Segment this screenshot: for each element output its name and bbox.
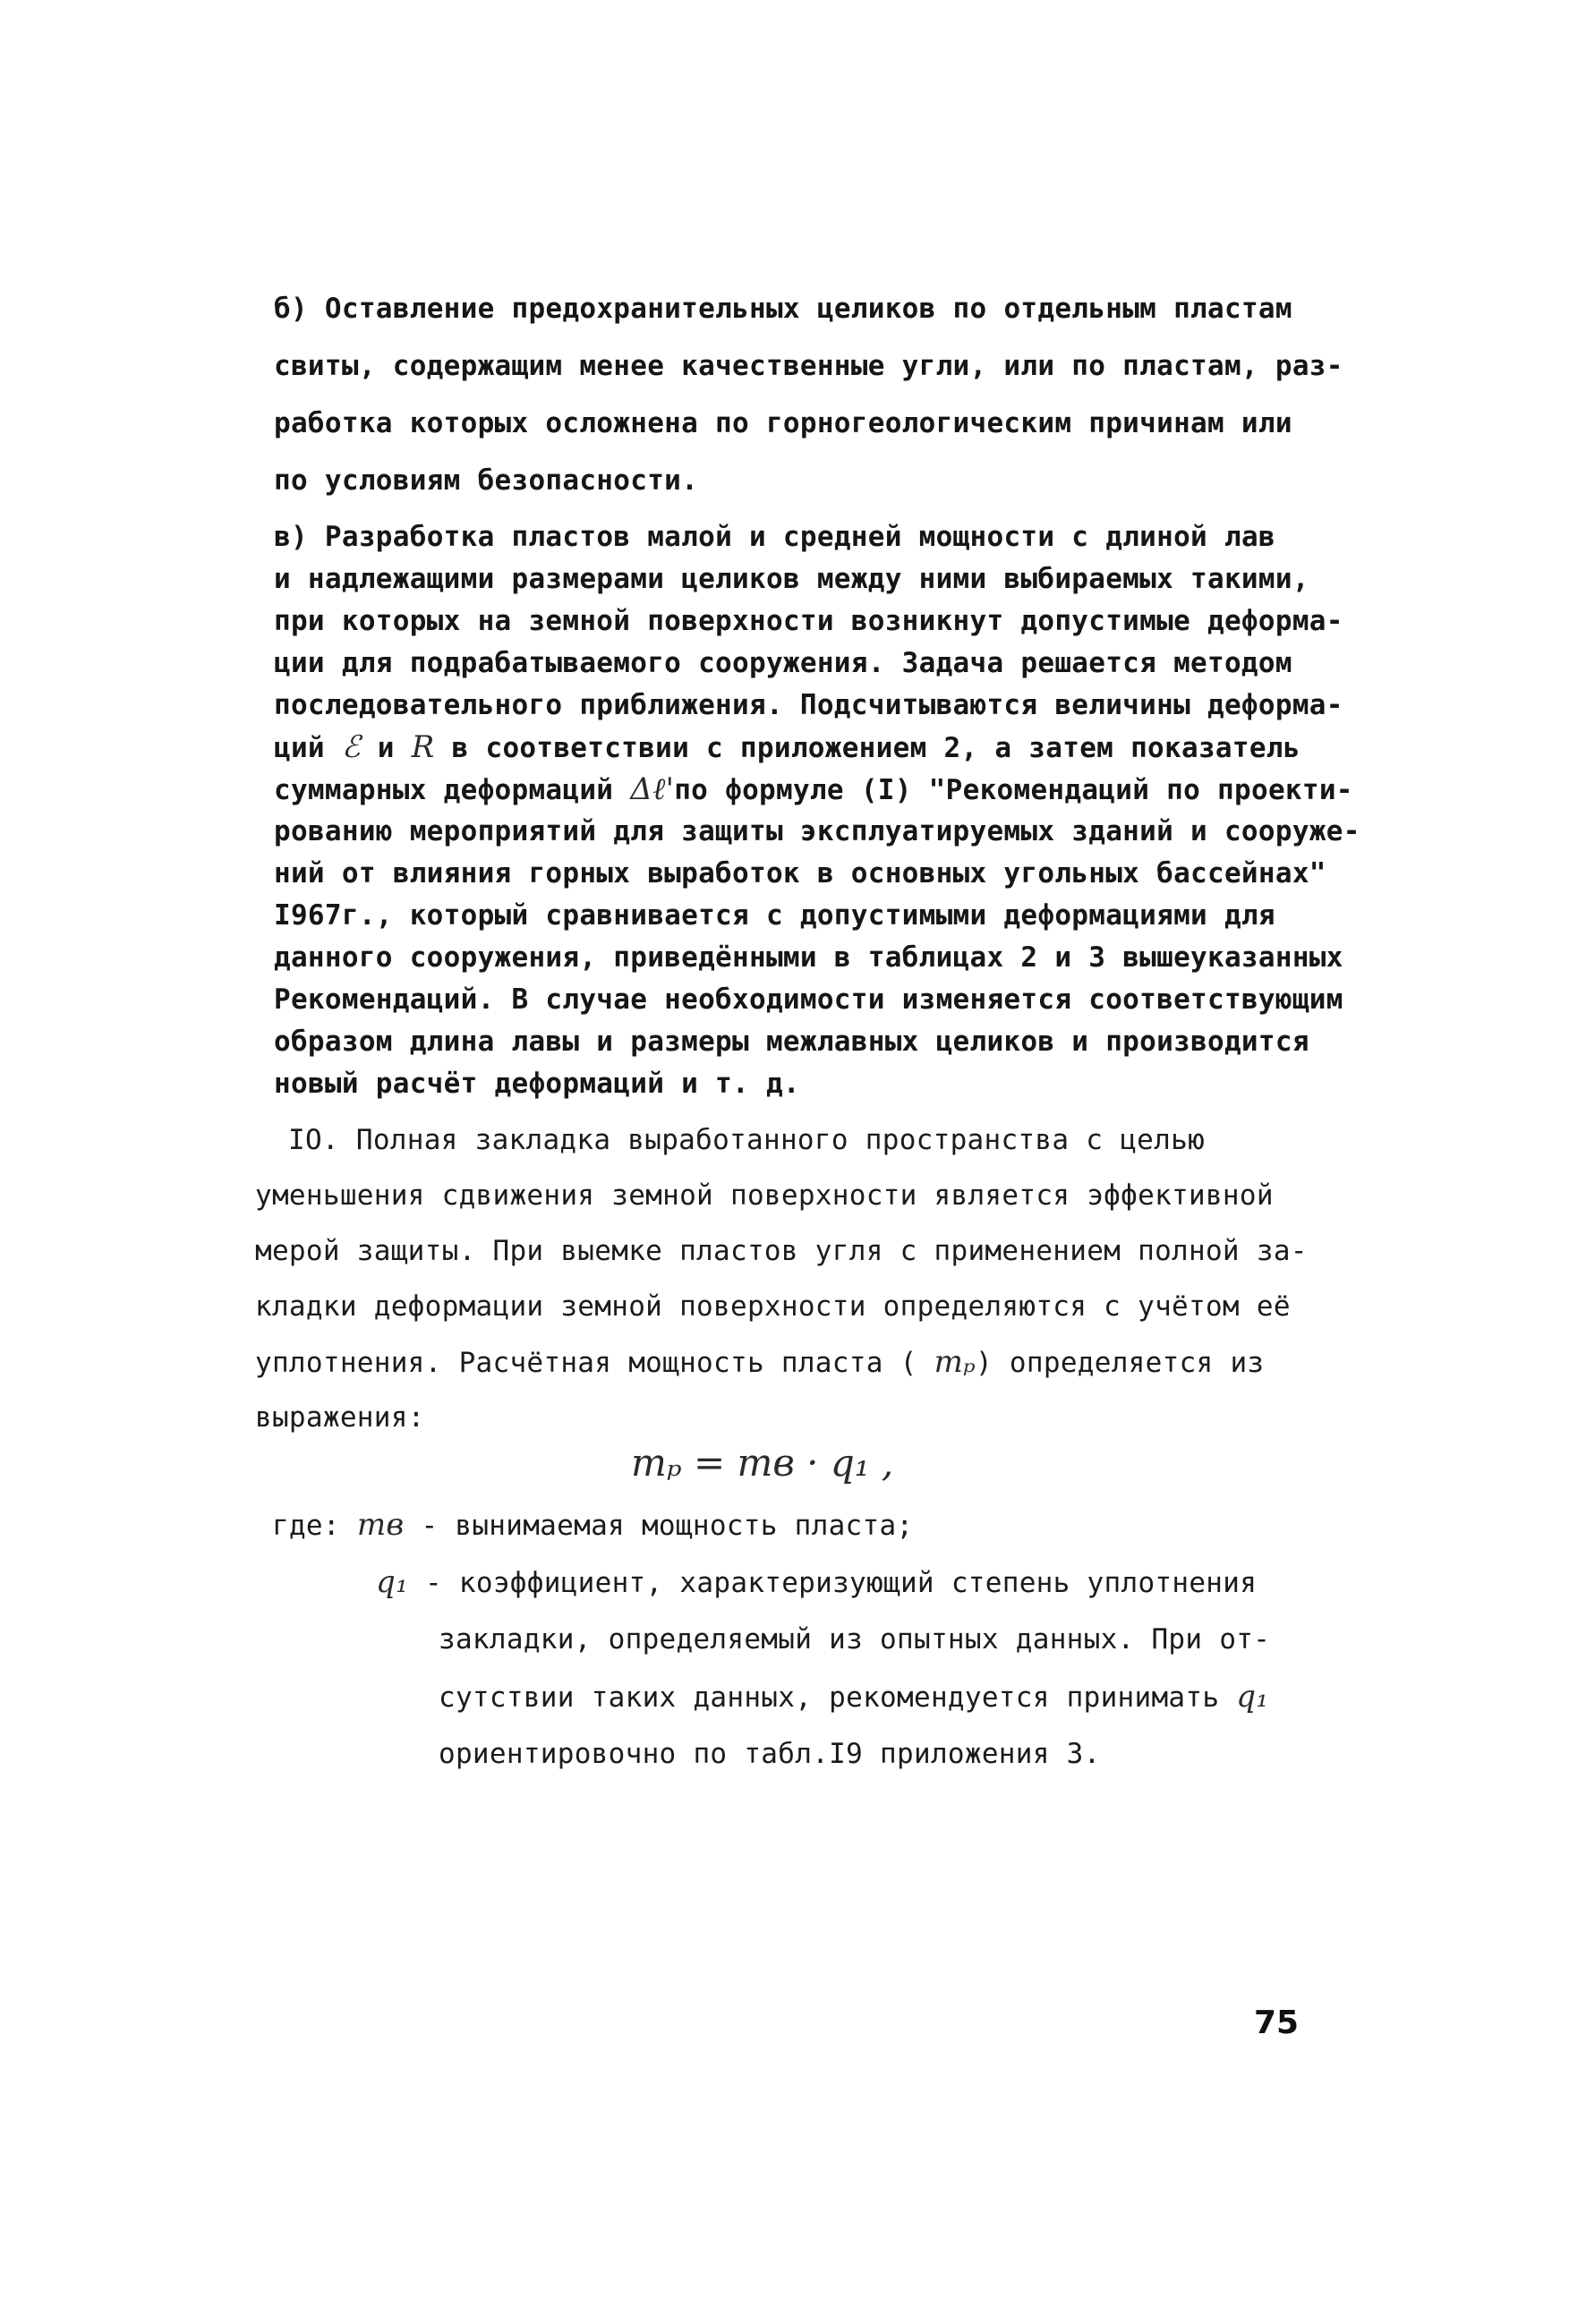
r-symbol: R xyxy=(411,729,435,765)
section-v-line-14: новый расчёт деформаций и т. д. xyxy=(274,1068,800,1100)
section-v-line-8: рованию мероприятий для защиты эксплуатируемых зданий и сооруже- xyxy=(274,815,1360,847)
section-v-line-12: Рекомендаций. В случае необходимости изменяется соответствующим xyxy=(274,983,1343,1016)
section-v-line-2: и надлежащими размерами целиков между ними выбираемых такими, xyxy=(274,563,1309,595)
section-v-line-9: ний от влияния горных выработок в основных угольных бассейнах" xyxy=(274,857,1326,890)
section-v-line-3: при которых на земной поверхности возникнут допустимые деформа- xyxy=(274,605,1343,637)
mv-symbol: mв xyxy=(356,1507,405,1543)
section-10-line-3: мерой защиты. При выемке пластов угля с применением полной за- xyxy=(255,1235,1308,1267)
section-b-line-3: работка которых осложнена по горногеологическим причинам или xyxy=(274,407,1292,439)
section-b-line-1 xyxy=(274,291,1292,327)
definition-q-line-4: ориентировочно по табл.I9 приложения 3. xyxy=(439,1738,1101,1770)
definition-q-line-1 xyxy=(376,1564,1257,1601)
section-b-marker: б) xyxy=(274,293,308,325)
epsilon-symbol: ℰ xyxy=(341,729,361,765)
section-v-line-6 xyxy=(274,729,1300,766)
section-v-line-7 xyxy=(274,771,1353,808)
section-10-line-6: выражения: xyxy=(255,1401,425,1434)
q-description-1: - коэффициент, характеризующий степень уплотнения xyxy=(424,1567,1258,1599)
q-symbol-inline: q₁ xyxy=(1236,1679,1269,1715)
section-b-text-1: Оставление предохранительных целиков по отдельным пластам xyxy=(324,293,1292,325)
formula-mp: mₚ = mв · q₁ , xyxy=(631,1441,894,1485)
section-10-line-5-a: уплотнения. Расчётная мощность пласта ( xyxy=(255,1347,917,1379)
section-v-line-6-b: и xyxy=(377,732,395,764)
section-v-line-7-b: по формуле (I) "Рекомендаций по проекти- xyxy=(674,774,1353,806)
section-v-text-1: Разработка пластов малой и средней мощности с длиной лав xyxy=(324,521,1275,553)
section-10-line-1: IО. Полная закладка выработанного пространства с целью xyxy=(288,1124,1206,1156)
section-v-line-13: образом длина лавы и размеры межлавных целиков и производится xyxy=(274,1026,1309,1058)
where-label: где: xyxy=(272,1510,340,1542)
section-b-line-4: по условиям безопасности. xyxy=(274,464,699,497)
section-10-line-2: уменьшения сдвижения земной поверхности является эффективной xyxy=(255,1179,1274,1212)
section-v-line-6-a: ций xyxy=(274,732,325,764)
page-number: 75 xyxy=(1254,2005,1300,2041)
mp-symbol: mₚ xyxy=(934,1344,976,1380)
section-v-line-11: данного сооружения, приведёнными в таблицах 2 и 3 вышеуказанных xyxy=(274,941,1343,974)
section-10-line-5 xyxy=(255,1344,1264,1381)
definition-q-line-3 xyxy=(439,1679,1268,1715)
q-symbol: q₁ xyxy=(376,1564,408,1600)
delta-l-symbol: Δℓ' xyxy=(630,771,675,807)
section-b-line-2: свиты, содержащим менее качественные угли, или по пластам, раз- xyxy=(274,350,1343,382)
section-v-line-6-c: в соответствии с приложением 2, а затем показатель xyxy=(451,732,1300,764)
q-description-3: сутствии таких данных, рекомендуется принимать xyxy=(439,1681,1220,1714)
section-v-line-4: ции для подрабатываемого сооружения. Задача решается методом xyxy=(274,647,1292,679)
section-v-marker: в) xyxy=(274,521,308,553)
definition-mv-line xyxy=(272,1507,913,1544)
section-v-line-5: последовательного приближения. Подсчитываются величины деформа- xyxy=(274,689,1343,721)
definition-q-line-2: закладки, определяемый из опытных данных. При от- xyxy=(439,1623,1271,1656)
section-10-line-5-b: ) определяется из xyxy=(976,1347,1265,1379)
section-v-line-7-a: суммарных деформаций xyxy=(274,774,614,806)
section-v-line-10: I967г., который сравнивается с допустимыми деформациями для xyxy=(274,899,1275,932)
mv-description: - вынимаемая мощность пласта; xyxy=(421,1510,914,1542)
section-v-line-1 xyxy=(274,519,1275,555)
section-10-line-4: кладки деформации земной поверхности определяются с учётом её xyxy=(255,1290,1291,1323)
